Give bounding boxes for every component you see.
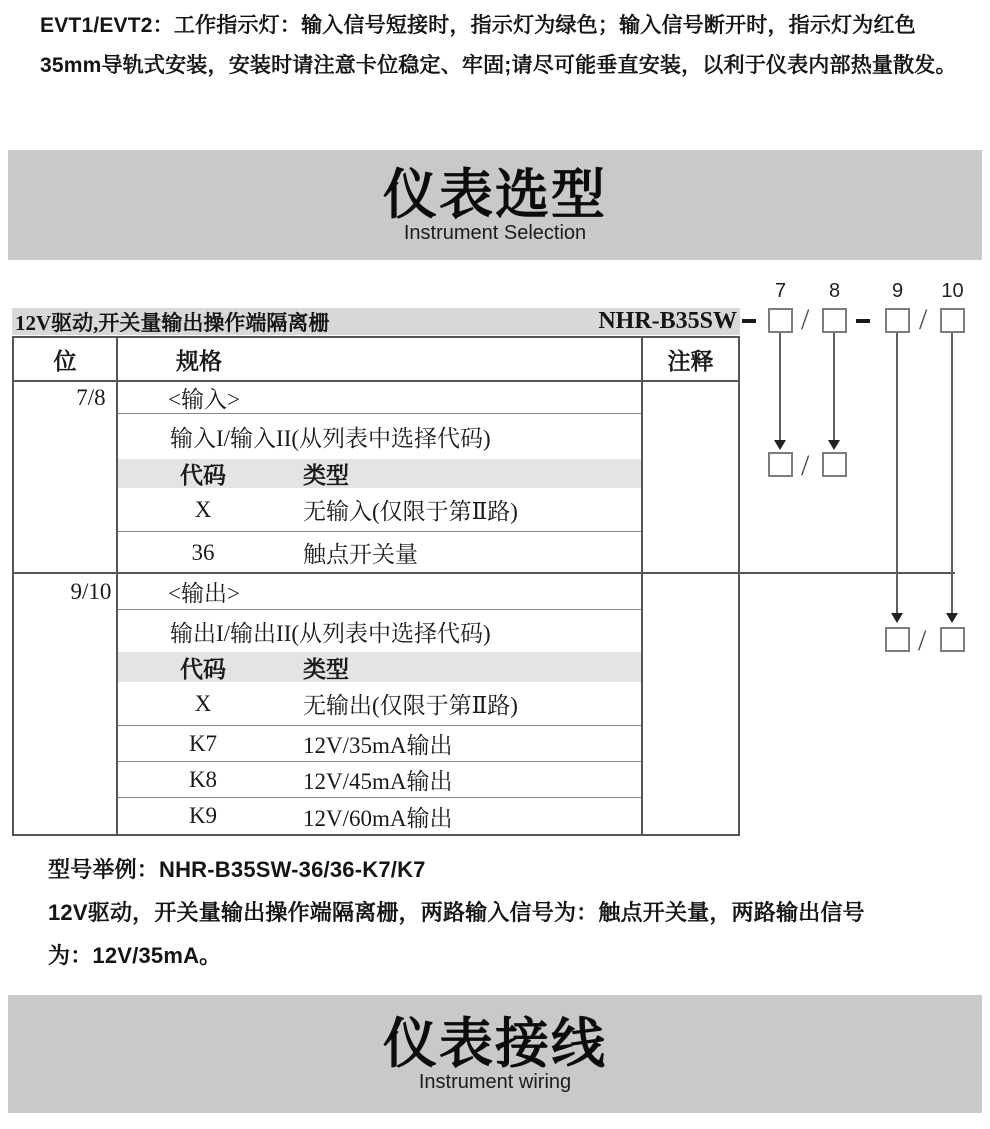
arrow-line-9 bbox=[896, 333, 898, 613]
option-type: 12V/35mA输出 bbox=[303, 733, 453, 758]
option-row bbox=[118, 488, 641, 532]
arrow-down-icon bbox=[774, 440, 786, 450]
slash-icon: / bbox=[918, 624, 927, 657]
dash-icon bbox=[742, 319, 756, 323]
header-bit: 位 bbox=[14, 338, 118, 380]
table-row bbox=[14, 573, 738, 610]
model-digit-box-10 bbox=[940, 308, 965, 333]
option-type: 触点开关量 bbox=[303, 542, 418, 567]
model-digit-box-9 bbox=[885, 308, 910, 333]
input-code-box-1 bbox=[768, 452, 793, 477]
subtitle-output: 输出I/输出II(从列表中选择代码) bbox=[170, 620, 491, 646]
section-title-en: Instrument wiring bbox=[418, 1070, 572, 1093]
bit-label-78: 7/8 bbox=[76, 385, 106, 410]
example-desc-line2: 为：12V/35mA。 bbox=[48, 943, 222, 968]
option-code: K8 bbox=[188, 766, 218, 792]
section-title-zh: 仪表接线 bbox=[383, 1013, 607, 1074]
option-row bbox=[118, 682, 641, 726]
option-code: K9 bbox=[188, 803, 218, 828]
output-code-box-2 bbox=[940, 627, 965, 652]
table-row bbox=[14, 762, 738, 798]
example-desc-line1: 12V驱动，开关量输出操作端隔离栅，两路输入信号为：触点开关量，两路输出信号 bbox=[48, 900, 865, 925]
bit-label-910: 9/10 bbox=[70, 578, 112, 604]
code-header: 代码 bbox=[180, 463, 226, 488]
table-header-row bbox=[14, 338, 738, 382]
digit-label-10: 10 bbox=[941, 280, 964, 302]
table-row bbox=[14, 798, 738, 834]
option-row bbox=[118, 532, 641, 573]
header-note: 注释 bbox=[641, 338, 738, 380]
arrow-line-7 bbox=[779, 333, 781, 440]
model-digit-box-7 bbox=[768, 308, 793, 333]
table-row bbox=[14, 726, 738, 762]
option-type: 12V/60mA输出 bbox=[303, 805, 453, 831]
option-row bbox=[118, 762, 641, 798]
option-type: 12V/45mA输出 bbox=[303, 769, 453, 794]
intro-line-indicator: EVT1/EVT2：工作指示灯：输入信号短接时，指示灯为绿色；输入信号断开时，指示灯为红色 bbox=[40, 14, 916, 37]
section-banner-wiring bbox=[8, 995, 982, 1113]
block-divider-line bbox=[12, 572, 955, 574]
section-title-en: Instrument Selection bbox=[403, 221, 587, 244]
model-prefix: NHR-B35SW bbox=[598, 308, 737, 334]
slash-icon: / bbox=[919, 303, 928, 336]
option-code: K7 bbox=[188, 730, 218, 756]
arrow-down-icon bbox=[946, 613, 958, 623]
option-code: X bbox=[194, 690, 212, 716]
table-row bbox=[14, 652, 738, 682]
group-label-output: <输出> bbox=[118, 573, 641, 610]
table-row bbox=[14, 610, 738, 652]
option-type: 无输入(仅限于第Ⅱ路) bbox=[303, 499, 518, 524]
arrow-line-8 bbox=[833, 333, 835, 440]
header-spec: 规格 bbox=[176, 348, 222, 374]
input-code-box-2 bbox=[822, 452, 847, 477]
digit-label-9: 9 bbox=[891, 280, 904, 302]
section-banner-selection bbox=[8, 150, 982, 260]
slash-icon: / bbox=[801, 303, 810, 336]
example-model-line: 型号举例：NHR-B35SW-36/36-K7/K7 bbox=[48, 857, 426, 882]
code-type-header-output bbox=[118, 652, 641, 682]
table-row bbox=[14, 488, 738, 532]
table-row bbox=[14, 382, 738, 414]
table-row bbox=[14, 682, 738, 726]
digit-label-8: 8 bbox=[828, 280, 841, 302]
option-type: 无输出(仅限于第Ⅱ路) bbox=[303, 693, 518, 718]
arrow-down-icon bbox=[891, 613, 903, 623]
dash-icon bbox=[856, 319, 870, 323]
intro-paragraph bbox=[40, 6, 960, 86]
option-row bbox=[118, 798, 641, 834]
code-header: 代码 bbox=[180, 656, 226, 682]
arrow-line-10 bbox=[951, 333, 953, 613]
table-row bbox=[14, 532, 738, 573]
selection-table bbox=[12, 336, 740, 836]
code-type-header-input bbox=[118, 459, 641, 488]
subtitle-input: 输入I/输入II(从列表中选择代码) bbox=[170, 426, 491, 451]
type-header: 类型 bbox=[303, 656, 349, 682]
type-header: 类型 bbox=[303, 463, 349, 488]
model-example bbox=[48, 848, 948, 977]
model-digit-box-8 bbox=[822, 308, 847, 333]
section-title-zh: 仪表选型 bbox=[383, 164, 607, 225]
option-code: X bbox=[194, 496, 212, 522]
intro-line-mounting: 35mm导轨式安装，安装时请注意卡位稳定、牢固;请尽可能垂直安装，以利于仪表内部热量散发。 bbox=[40, 54, 957, 77]
product-title: 12V驱动,开关量输出操作端隔离栅 bbox=[15, 310, 330, 335]
output-code-box-1 bbox=[885, 627, 910, 652]
group-label-input: <输入> bbox=[118, 382, 641, 414]
option-code: 36 bbox=[191, 539, 215, 565]
table-row bbox=[14, 459, 738, 488]
table-title-strip bbox=[12, 308, 740, 335]
table-row bbox=[14, 414, 738, 459]
digit-label-7: 7 bbox=[774, 280, 787, 302]
arrow-down-icon bbox=[828, 440, 840, 450]
option-row bbox=[118, 726, 641, 762]
slash-icon: / bbox=[801, 449, 810, 482]
